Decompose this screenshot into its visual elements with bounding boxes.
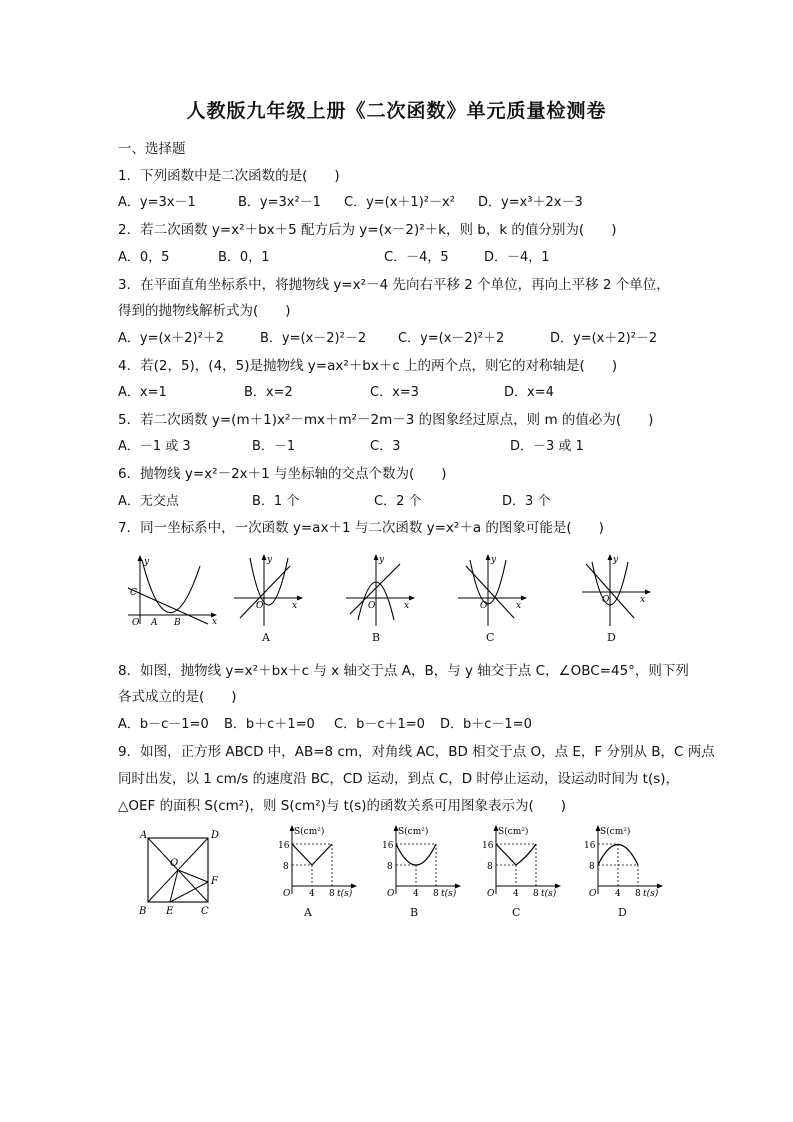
q1-option-d[interactable]: D．y=x³＋2x－3	[478, 195, 583, 210]
q9-label-b: B	[139, 906, 147, 917]
q5-option-b[interactable]: B．－1	[252, 439, 296, 454]
q9-a-x-axis-label: t(s)	[337, 889, 353, 899]
q3-stem-line1: 3．在平面直角坐标系中，将抛物线 y=x²－4 先向右平移 2 个单位，再向上平移 2 个单位，	[118, 277, 670, 293]
q9-b-tick-x4: 4	[413, 889, 419, 899]
q9-d-x-axis-label: t(s)	[643, 889, 659, 899]
q8-option-a[interactable]: A．b－c－1=0	[118, 717, 209, 732]
q9-c-tick-16: 16	[482, 841, 494, 851]
q7-graph-a[interactable]	[232, 552, 304, 630]
q9-d-tick-16: 16	[584, 841, 596, 851]
q9-a-tick-8: 8	[283, 862, 289, 872]
q9-a-origin: O	[283, 889, 291, 899]
q7-d-x-label: x	[640, 595, 646, 605]
q1-option-c[interactable]: C．y=(x＋1)²－x²	[344, 195, 455, 210]
q9-graph-b[interactable]	[376, 822, 462, 906]
q4-option-b[interactable]: B．x=2	[244, 385, 293, 400]
q7-b-origin-label: O	[368, 601, 376, 611]
q3-option-a[interactable]: A．y=(x＋2)²＋2	[118, 331, 225, 346]
q9-caption-b: B	[410, 906, 419, 919]
q2-options	[118, 246, 698, 264]
q7-b-x-label: x	[404, 601, 410, 611]
q9-d-tick-8: 8	[589, 862, 595, 872]
q1-option-a[interactable]: A．y=3x－1	[118, 195, 196, 210]
q9-caption-a: A	[304, 906, 312, 919]
q9-c-origin: O	[487, 889, 495, 899]
q9-b-origin: O	[387, 889, 395, 899]
q9-square-figure	[136, 828, 220, 918]
q3-options	[118, 327, 698, 345]
q9-label-c: C	[201, 906, 209, 917]
q7-ref-x-label: x	[212, 617, 218, 627]
q9-d-tick-x4: 4	[615, 889, 621, 899]
q2-stem: 2．若二次函数 y=x²＋bx＋5 配方后为 y=(x－2)²＋k，则 b，k 的值分别为( )	[118, 222, 617, 238]
q3-stem-line2: 得到的抛物线解析式为( )	[118, 303, 291, 319]
q9-graph-a[interactable]	[272, 822, 358, 906]
q7-caption-d: D	[607, 631, 616, 644]
q4-option-d[interactable]: D．x=4	[504, 385, 554, 400]
q9-stem-line2: 同时出发，以 1 cm/s 的速度沿 BC，CD 运动，到点 C，D 时停止运动，设运动时间为 t(s)，	[118, 771, 680, 787]
q7-stem: 7．同一坐标系中，一次函数 y=ax＋1 与二次函数 y=x²＋a 的图象可能是( )	[118, 520, 604, 536]
q2-option-b[interactable]: B．0，1	[218, 250, 270, 265]
q2-option-a[interactable]: A．0，5	[118, 250, 170, 265]
q7-ref-a-label: A	[151, 618, 158, 628]
q7-caption-c: C	[486, 631, 495, 644]
q2-option-d[interactable]: D．－4，1	[484, 250, 550, 265]
q6-stem: 6．抛物线 y=x²－2x＋1 与坐标轴的交点个数为( )	[118, 466, 447, 482]
q3-option-d[interactable]: D．y=(x＋2)²－2	[550, 331, 658, 346]
q7-ref-b-label: B	[174, 618, 181, 628]
q7-ref-origin-label: O	[132, 618, 140, 628]
q7-c-y-label: y	[491, 555, 497, 565]
q9-label-o: O	[170, 858, 179, 869]
q1-stem: 1．下列函数中是二次函数的是( )	[118, 168, 340, 184]
q3-option-b[interactable]: B．y=(x－2)²－2	[260, 331, 367, 346]
page-title: 人教版九年级上册《二次函数》单元质量检测卷	[186, 100, 607, 122]
q5-options	[118, 435, 698, 453]
q9-label-e: E	[166, 906, 174, 917]
q4-option-c[interactable]: C．x=3	[370, 385, 419, 400]
q7-caption-a: A	[262, 631, 270, 644]
q9-d-origin: O	[589, 889, 597, 899]
q4-option-a[interactable]: A．x=1	[118, 385, 167, 400]
section-heading: 一、选择题	[118, 141, 186, 157]
q6-options	[118, 490, 698, 508]
q4-stem: 4．若(2，5)，(4，5)是抛物线 y=ax²＋bx＋c 上的两个点，则它的对称轴是( )	[118, 358, 618, 374]
q9-a-y-axis-label: S(cm²)	[294, 827, 325, 837]
q8-option-c[interactable]: C．b－c＋1=0	[334, 717, 425, 732]
q6-option-d[interactable]: D．3 个	[502, 494, 551, 509]
q7-a-y-label: y	[267, 555, 273, 565]
q9-a-tick-x4: 4	[309, 889, 315, 899]
q9-d-tick-x8: 8	[635, 889, 641, 899]
q8-stem-line2: 各式成立的是( )	[118, 689, 237, 705]
q7-c-x-label: x	[516, 601, 522, 611]
q7-c-origin-label: O	[480, 601, 488, 611]
q9-c-tick-x4: 4	[513, 889, 519, 899]
q5-option-c[interactable]: C．3	[370, 439, 401, 454]
q9-a-tick-16: 16	[278, 841, 290, 851]
q9-label-a: A	[140, 830, 148, 841]
q9-label-f: F	[211, 876, 218, 887]
q9-graph-d[interactable]	[578, 822, 664, 906]
q9-c-x-axis-label: t(s)	[541, 889, 557, 899]
q5-option-a[interactable]: A．－1 或 3	[118, 439, 191, 454]
q9-c-tick-x8: 8	[533, 889, 539, 899]
q8-stem-line1: 8．如图，抛物线 y=x²＋bx＋c 与 x 轴交于点 A，B，与 y 轴交于点 C，∠OBC=45°，则下列	[118, 663, 689, 679]
q9-graph-c[interactable]	[476, 822, 562, 906]
q7-d-y-label: y	[613, 555, 619, 565]
q6-option-c[interactable]: C．2 个	[374, 494, 422, 509]
q9-caption-c: C	[512, 906, 521, 919]
q9-stem-line3: △OEF 的面积 S(cm²)，则 S(cm²)与 t(s)的函数关系可用图象表示为( )	[118, 798, 567, 814]
q7-graph-b[interactable]	[344, 552, 416, 630]
q7-graph-c[interactable]	[456, 552, 528, 630]
q8-options	[118, 713, 698, 731]
q9-label-d: D	[211, 830, 220, 841]
q7-a-origin-label: O	[256, 601, 264, 611]
q1-options	[118, 191, 698, 209]
q7-reference-figure	[120, 552, 220, 632]
q5-stem: 5．若二次函数 y=(m＋1)x²－mx＋m²－2m－3 的图象经过原点，则 m 的值必为( )	[118, 412, 654, 428]
q4-options	[118, 381, 698, 399]
q7-d-origin-label: O	[602, 595, 610, 605]
q3-option-c[interactable]: C．y=(x－2)²＋2	[398, 331, 505, 346]
q9-b-x-axis-label: t(s)	[441, 889, 457, 899]
q9-c-tick-8: 8	[487, 862, 493, 872]
q7-graph-d[interactable]	[580, 552, 652, 630]
q9-a-tick-x8: 8	[329, 889, 335, 899]
q7-ref-y-label: y	[144, 557, 150, 567]
q7-a-x-label: x	[292, 601, 298, 611]
q5-option-d[interactable]: D．－3 或 1	[510, 439, 584, 454]
q1-option-b[interactable]: B．y=3x²－1	[238, 195, 321, 210]
q9-b-tick-x8: 8	[433, 889, 439, 899]
q6-option-a[interactable]: A．无交点	[118, 494, 179, 509]
q8-option-b[interactable]: B．b＋c＋1=0	[224, 717, 315, 732]
q7-b-y-label: y	[379, 555, 385, 565]
q7-caption-b: B	[372, 631, 381, 644]
q9-d-y-axis-label: S(cm²)	[600, 827, 631, 837]
q9-caption-d: D	[618, 906, 627, 919]
q9-b-tick-16: 16	[382, 841, 394, 851]
q9-stem-line1: 9．如图，正方形 ABCD 中，AB=8 cm，对角线 AC，BD 相交于点 O，点 E，F 分别从 B，C 两点	[118, 744, 715, 760]
q9-b-tick-8: 8	[387, 862, 393, 872]
q8-option-d[interactable]: D．b＋c－1=0	[440, 717, 532, 732]
q7-ref-c-label: C	[130, 588, 137, 598]
q9-c-y-axis-label: S(cm²)	[498, 827, 529, 837]
q6-option-b[interactable]: B．1 个	[252, 494, 300, 509]
q2-option-c[interactable]: C．－4，5	[384, 250, 449, 265]
q9-b-y-axis-label: S(cm²)	[398, 827, 429, 837]
